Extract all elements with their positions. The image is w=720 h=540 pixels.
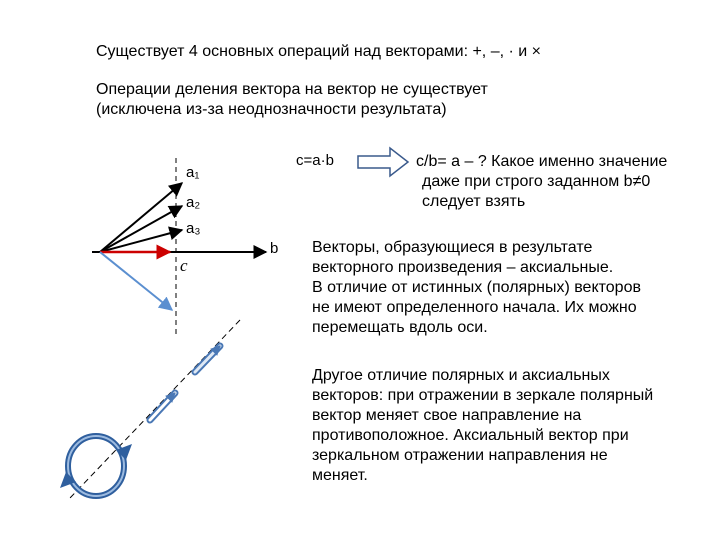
vector-a2 xyxy=(100,206,182,252)
paragraph-line: противоположное. Аксиальный вектор при xyxy=(312,427,629,444)
label-a1: a₁ xyxy=(186,164,200,181)
paragraph-line: меняет. xyxy=(312,467,368,484)
header-line-1: Существует 4 основных операций над векторами: +, –, · и × xyxy=(96,43,541,60)
paragraph-line: вектор меняет свое направление на xyxy=(312,407,582,424)
question-line: следует взять xyxy=(422,193,526,210)
paragraph-line: В отличие от истинных (полярных) векторов xyxy=(312,279,641,296)
paragraph-line: зеркальном отражении направления не xyxy=(312,447,608,464)
division-question xyxy=(416,152,667,212)
label-b: b xyxy=(270,240,279,257)
header-line-3: (исключена из-за неоднозначности результата) xyxy=(96,101,447,118)
label-c: c xyxy=(180,256,188,275)
header-line-2: Операции деления вектора на вектор не существует xyxy=(96,81,488,98)
question-line: c/b= a – ? Какое именно значение xyxy=(416,153,668,170)
question-line: даже при строго заданном b≠0 xyxy=(422,173,651,190)
paragraph-line: векторов: при отражении в зеркале полярный xyxy=(312,387,654,404)
paragraph-line: векторного произведения – аксиальные. xyxy=(312,259,614,276)
paragraph-line: Векторы, образующиеся в результате xyxy=(312,239,593,256)
paragraph-line: не имеют определенного начала. Их можно xyxy=(312,299,637,316)
implication-arrow xyxy=(358,148,408,176)
paragraph-line: перемещать вдоль оси. xyxy=(312,319,488,336)
label-a3: a₃ xyxy=(186,220,201,237)
paragraph-line: Другое отличие полярных и аксиальных xyxy=(312,367,610,384)
mirror-reflection-paragraph xyxy=(312,366,653,486)
axial-vector-upper xyxy=(195,346,220,372)
label-a2: a₂ xyxy=(186,194,201,211)
axial-vector-lower xyxy=(150,393,175,420)
axial-vectors-paragraph xyxy=(312,238,641,338)
formula-cab: c=a·b xyxy=(296,152,334,169)
vector-c-blue xyxy=(100,252,172,310)
